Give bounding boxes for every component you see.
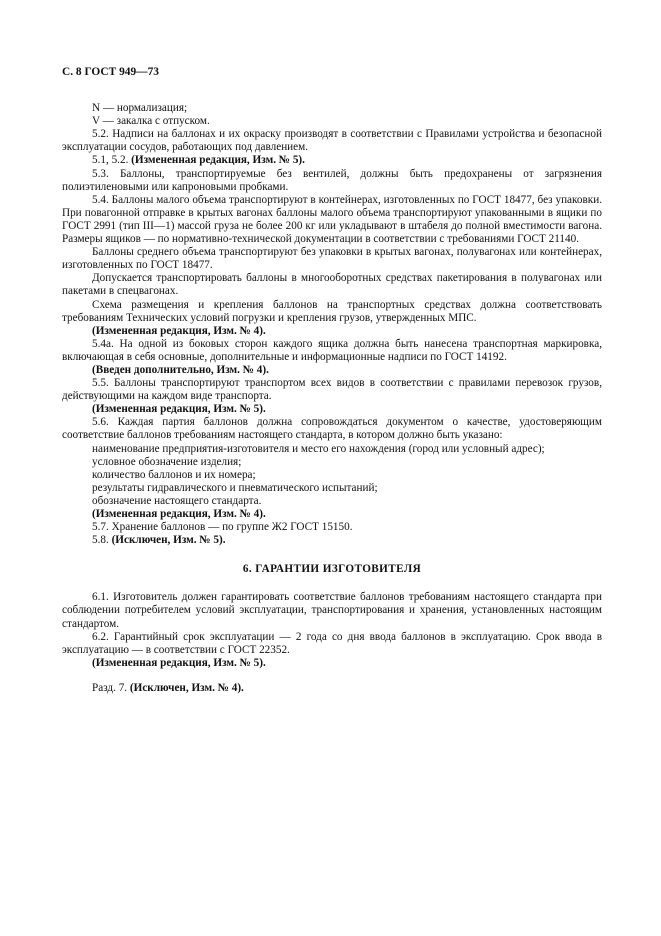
amendment-line [62,154,602,167]
amendment-ref: 5.8. [92,534,112,547]
amendment-ref: 5.1, 5.2. [92,154,132,167]
list-item: наименование предприятия-изготовителя и место его нахождения (город или условный адрес); [92,442,545,455]
list-item: результаты гидравлического и пневматического испытаний; [92,481,378,494]
amendment-note [62,657,602,670]
amendment-note [62,364,602,377]
paragraph: 5.7. Хранение баллонов — по группе Ж2 ГОСТ 15150. [92,521,353,534]
amendment-note [62,508,602,521]
amendment-line [62,534,602,547]
amendment-line [62,682,602,695]
list-item: обозначение настоящего стандарта. [92,494,262,507]
amendment-note-text: (Измененная редакция, Изм. № 4). [92,508,266,520]
paragraph: 6.2. Гарантийный срок эксплуатации — 2 года со дня ввода баллонов в эксплуатацию. Срок ввода в эксплуатацию — в соответствии с ГОСТ 22352. [62,630,602,656]
paragraph: Допускается транспортировать баллоны в многооборотных средствах пакетирования в полувагонах или пакетами в спецвагонах. [62,272,602,298]
paragraph: Схема размещения и крепления баллонов на транспортных средствах должна соответствовать требованиям Технических условий погрузки и крепления грузов, утвержденных МПС. [62,298,602,324]
list-item: условное обозначение изделия; [92,455,242,468]
document-page [62,66,602,695]
page-header: С. 8 ГОСТ 949—73 [62,66,159,78]
amendment-note-text: (Измененная редакция, Изм. № 5). [92,656,266,669]
paragraph: Баллоны среднего объема транспортируют без упаковки в крытых вагонах, полувагонах или контейнерах, изготовленных по ГОСТ 18477. [62,246,602,272]
paragraph: 5.6. Каждая партия баллонов должна сопровождаться документом о качестве, удостоверяющим соответствие баллонов требованиям настоящего стандарта, в котором должно быть указано: [62,416,602,442]
paragraph: 5.3. Баллоны, транспортируемые без вентилей, должны быть предохранены от загрязнения полиэтиленовыми или капроновыми пробками. [62,167,602,193]
paragraph: 5.5. Баллоны транспортируют транспортом всех видов в соответствии с правилами перевозок грузов, действующими на каждом виде транспорта. [62,377,602,403]
amendment-note: (Измененная редакция, Изм. № 5). [131,154,305,167]
amendment-note: (Исключен, Изм. № 5). [111,534,226,547]
amendment-note [62,325,602,338]
spacer [62,670,602,682]
paragraph: N — нормализация; [92,102,188,115]
amendment-note: (Исключен, Изм. № 4). [129,681,244,694]
section-heading: 6. ГАРАНТИИ ИЗГОТОВИТЕЛЯ [242,563,422,576]
paragraph: V — закалка с отпуском. [92,115,210,128]
list-item: количество баллонов и их номера; [92,468,256,481]
amendment-note-text: (Измененная редакция, Изм. № 5). [92,403,266,416]
amendment-note [62,403,602,416]
amendment-note-text: (Введен дополнительно, Изм. № 4). [92,363,269,376]
paragraph: 5.4а. На одной из боковых сторон каждого ящика должна быть нанесена транспортная маркировка, включающая в себя основные, дополнительные и информационные надписи по ГОСТ 14192. [62,337,602,363]
amendment-note-text: (Измененная редакция, Изм. № 4). [92,324,266,337]
paragraph: 5.4. Баллоны малого объема транспортируют в контейнерах, изготовленных по ГОСТ 18477, без упаковки. При повагонной отправке в крытых вагонах баллоны малого объема транспортируют упакованными в ящики по ГОСТ 2991 (тип III—1) массой груза не более 200 кг или укладывают в штабеля до полной вместимости вагона. Размеры ящиков — по нормативно-технической документации в соответствии с требованиями ГОСТ 21140. [62,193,602,246]
paragraph: 6.1. Изготовитель должен гарантировать соответствие баллонов требованиям настоящего стандарта при соблюдении потребителем условий эксплуатации, транспортирования и хранения, установленных настоящим стандартом. [62,591,602,630]
paragraph: 5.2. Надписи на баллонах и их окраску производят в соответствии с Правилами устройства и безопасной эксплуатации сосудов, работающих под давлением. [62,128,602,154]
amendment-ref: Разд. 7. [92,681,130,694]
